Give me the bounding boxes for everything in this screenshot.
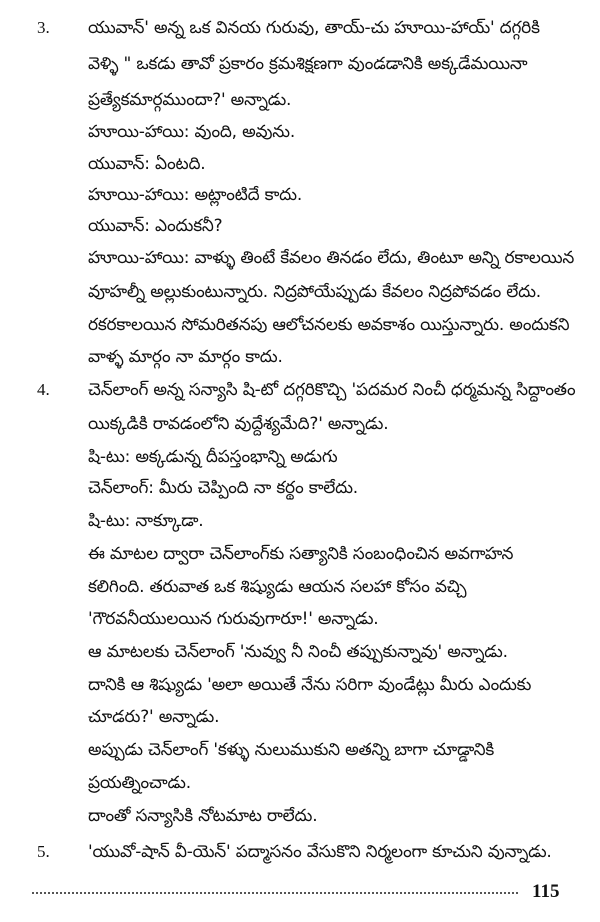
text-line: దానికి ఆ శిష్యుడు 'అలా అయితే నేను సరిగా వుండేట్లు మీరు ఎందుకు [88,675,532,695]
text-line: ఆ మాటలకు చెన్‌లాంగ్ 'నువ్వు నీ నించీ తప్పుకున్నావు' అన్నాడు. [88,642,508,662]
text-line: యువాన్' అన్న ఒక వినయ గురువు, తాయ్-చు హూయి-హాయ్' దగ్గరికి [88,18,540,38]
text-line: హూయి-హాయి: అట్లాంటిదే కాదు. [88,185,303,205]
text-line: యువాన్: ఏంటది. [88,154,206,174]
text-line: షి-టు: నాక్కూడా. [88,511,204,531]
item-number-4: 4. [37,380,50,399]
text-line: రకరకాలయిన సోమరితనపు ఆలోచనలకు అవకాశం యిస్తున్నారు. అందుకని [88,315,570,335]
text-line: చెన్‌లాంగ్: మీరు చెప్పింది నా కర్థం కాలేదు. [88,478,358,498]
text-line: ప్రత్యేకమార్గముందా?' అన్నాడు. [88,90,292,110]
text-line: హూయి-హాయి: వుంది, అవును. [88,122,296,142]
text-line: హూయి-హాయి: వాళ్ళు తింటే కేవలం తినడం లేదు, తింటూ అన్ని రకాలయిన [88,248,575,268]
text-line: చెన్‌లాంగ్ అన్న సన్యాసి షి-టో దగ్గరికొచ్చి 'పదమర నించీ ధర్మమన్న సిద్ధాంతం [88,380,576,400]
text-line: యువాన్: ఎందుకనీ? [88,216,223,236]
text-line: షి-టు: అక్కడున్న దీపస్తంభాన్ని అడుగు [88,447,338,467]
text-line: దాంతో సన్యాసికి నోటమాట రాలేదు. [88,806,318,826]
text-line: ఈ మాటల ద్వారా చెన్‌లాంగ్‌కు సత్యానికి సంబంధించిన అవగాహన [88,544,514,564]
text-line: 'యువో-షాన్ వీ-యెన్' పద్మాసనం వేసుకొని నిర్మలంగా కూచుని వున్నాడు. [88,842,552,862]
text-line: వెళ్ళి " ఒకడు తావో ప్రకారం క్రమశిక్షణగా వుండడానికి అక్కడేమయినా [88,54,528,74]
text-line: కలిగింది. తరువాత ఒక శిష్యుడు ఆయన సలహా కోసం వచ్చి [88,577,467,597]
item-number-5: 5. [37,842,50,861]
footer-divider [32,892,518,894]
page-number: 115 [532,881,560,902]
text-line: అప్పుడు చెన్‌లాంగ్ 'కళ్ళు నులుముకుని అతన్ని బాగా చూడ్డానికి [88,740,495,760]
item-number-3: 3. [37,18,50,37]
text-line: యిక్కడికి రావడంలోని వుద్దేశ్యమేది?' అన్నాడు. [88,414,389,434]
text-line: వాళ్ళ మార్గం నా మార్గం కాదు. [88,347,283,367]
text-line: 'గౌరవనీయులయిన గురువుగారూ!' అన్నాడు. [88,609,379,629]
text-line: వూహల్నీ అల్లుకుంటున్నారు. నిద్రపోయేప్పుడు కేవలం నిద్రపోవడం లేదు. [88,282,541,302]
text-line: ప్రయత్నించాడు. [88,773,191,793]
text-line: చూడరు?' అన్నాడు. [88,707,220,727]
